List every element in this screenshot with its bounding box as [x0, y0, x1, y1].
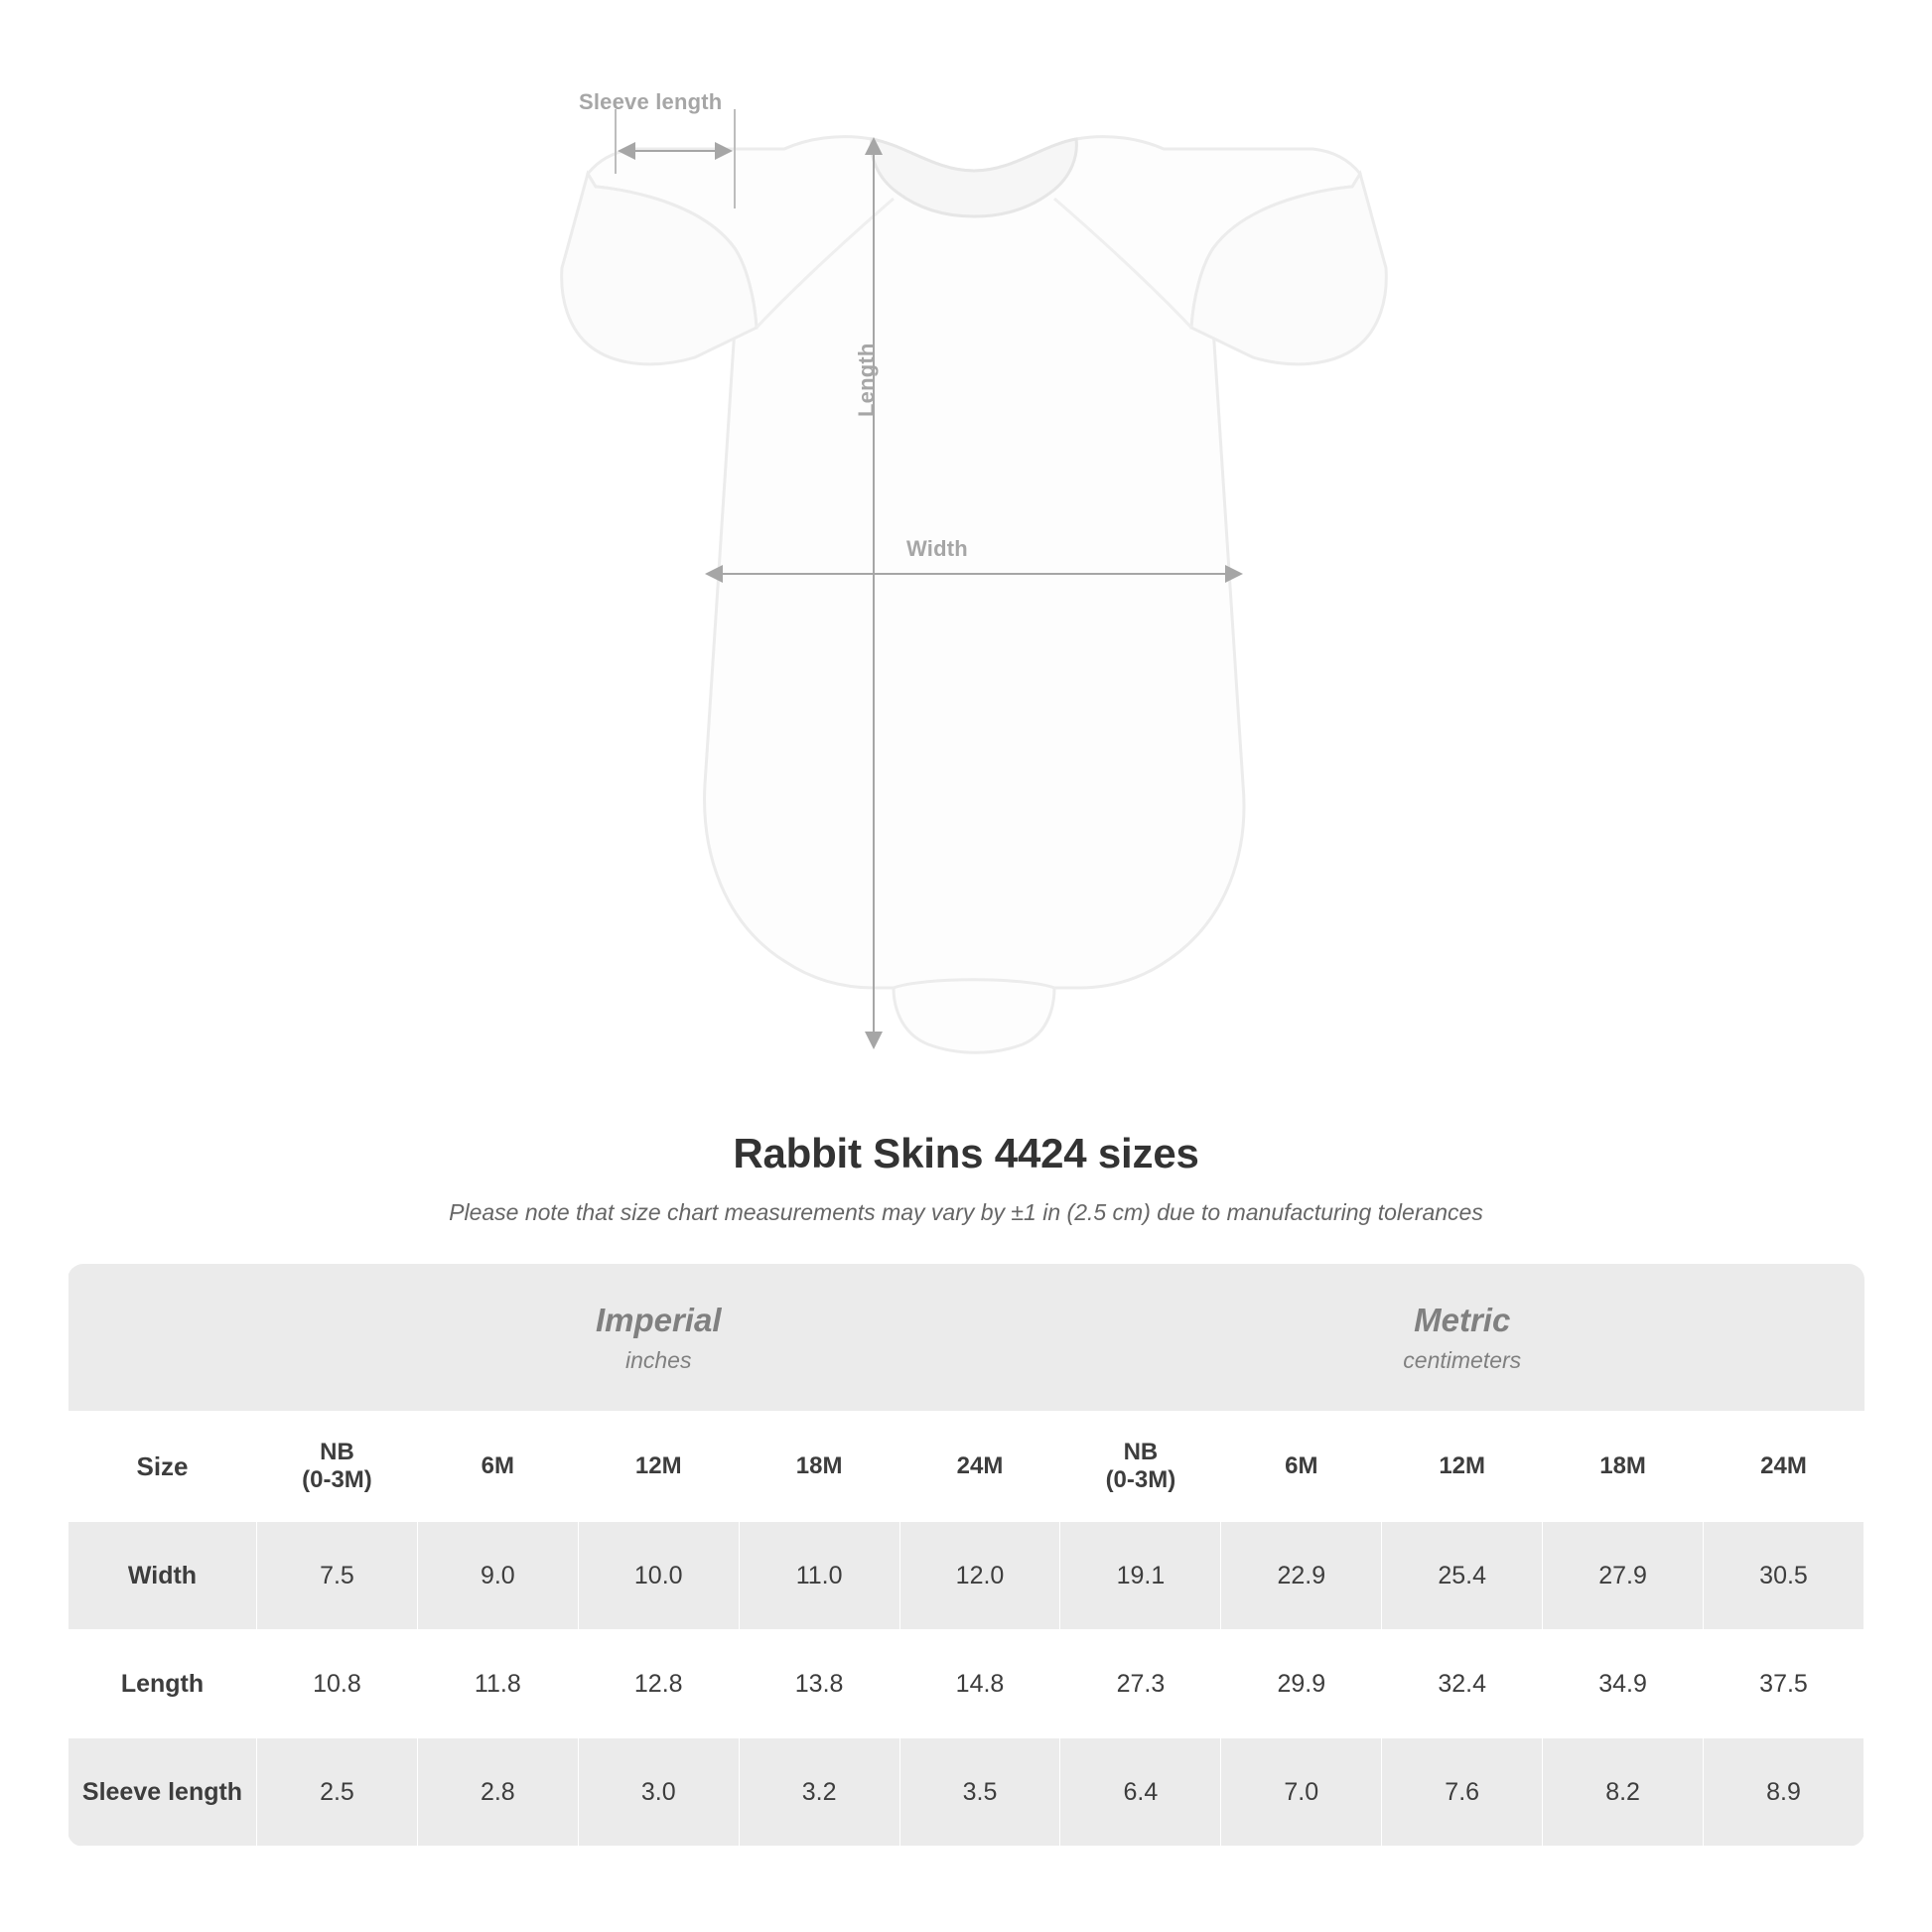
size-header-cell [1543, 1412, 1704, 1522]
table-cell: 14.8 [899, 1630, 1060, 1738]
size-header-cell [1221, 1412, 1382, 1522]
size-label: NB [320, 1439, 354, 1465]
size-header-cell [1704, 1412, 1864, 1522]
table-cell: 11.0 [739, 1522, 899, 1630]
table-cell: 7.5 [257, 1522, 418, 1630]
size-table-wrapper [68, 1264, 1864, 1847]
table-cell: 10.8 [257, 1630, 418, 1738]
size-label: 6M [481, 1452, 514, 1479]
length-label: Length [854, 343, 879, 417]
size-label: 24M [1760, 1452, 1807, 1479]
system-metric [1060, 1264, 1864, 1412]
size-header-label: Size [69, 1412, 257, 1522]
size-header-cell [899, 1412, 1060, 1522]
size-header-cell [1382, 1412, 1543, 1522]
sleeve-length-label: Sleeve length [579, 89, 723, 114]
table-cell: 25.4 [1382, 1522, 1543, 1630]
size-label: 18M [795, 1452, 843, 1479]
system-imperial [257, 1264, 1060, 1412]
table-cell: 27.9 [1543, 1522, 1704, 1630]
width-label: Width [906, 536, 968, 561]
size-label: 24M [956, 1452, 1004, 1479]
system-metric-unit: centimeters [1403, 1347, 1522, 1374]
size-label: 12M [1439, 1452, 1486, 1479]
table-cell: 6.4 [1060, 1738, 1221, 1847]
table-cell: 32.4 [1382, 1630, 1543, 1738]
size-sublabel: (0-3M) [302, 1466, 372, 1493]
table-cell: 10.0 [578, 1522, 739, 1630]
row-label: Sleeve length [69, 1738, 257, 1847]
table-cell: 8.2 [1543, 1738, 1704, 1847]
table-cell: 2.5 [257, 1738, 418, 1847]
table-cell: 37.5 [1704, 1630, 1864, 1738]
title-block [0, 1130, 1932, 1226]
system-header-spacer [69, 1264, 257, 1412]
size-label: 12M [634, 1452, 682, 1479]
system-header-row [69, 1264, 1864, 1412]
table-cell: 29.9 [1221, 1630, 1382, 1738]
table-cell: 9.0 [417, 1522, 578, 1630]
size-table [68, 1264, 1864, 1847]
table-cell: 3.5 [899, 1738, 1060, 1847]
table-cell: 2.8 [417, 1738, 578, 1847]
system-imperial-name: Imperial [595, 1301, 722, 1338]
table-cell: 12.0 [899, 1522, 1060, 1630]
system-metric-name: Metric [1414, 1301, 1511, 1338]
table-cell: 27.3 [1060, 1630, 1221, 1738]
system-imperial-unit: inches [624, 1347, 692, 1374]
size-header-cell [739, 1412, 899, 1522]
table-row [69, 1522, 1864, 1630]
table-cell: 3.2 [739, 1738, 899, 1847]
size-label: 18M [1599, 1452, 1646, 1479]
size-label: 6M [1285, 1452, 1318, 1479]
table-row [69, 1738, 1864, 1847]
size-header-cell [257, 1412, 418, 1522]
size-header-row [69, 1412, 1864, 1522]
row-label: Width [69, 1522, 257, 1630]
size-label: NB [1123, 1439, 1159, 1465]
size-header-cell [578, 1412, 739, 1522]
size-sublabel: (0-3M) [1105, 1466, 1176, 1493]
row-label: Length [69, 1630, 257, 1738]
table-row [69, 1630, 1864, 1738]
table-cell: 22.9 [1221, 1522, 1382, 1630]
size-header-cell [1060, 1412, 1221, 1522]
table-cell: 12.8 [578, 1630, 739, 1738]
table-cell: 3.0 [578, 1738, 739, 1847]
table-cell: 34.9 [1543, 1630, 1704, 1738]
table-cell: 19.1 [1060, 1522, 1221, 1630]
table-cell: 11.8 [417, 1630, 578, 1738]
page-title: Rabbit Skins 4424 sizes [733, 1130, 1199, 1176]
tolerance-note: Please note that size chart measurements may vary by ±1 in (2.5 cm) due to manufacturing tolerances [449, 1199, 1483, 1225]
table-cell: 7.6 [1382, 1738, 1543, 1847]
table-cell: 7.0 [1221, 1738, 1382, 1847]
size-header-cell [417, 1412, 578, 1522]
table-cell: 13.8 [739, 1630, 899, 1738]
table-cell: 8.9 [1704, 1738, 1864, 1847]
table-cell: 30.5 [1704, 1522, 1864, 1630]
